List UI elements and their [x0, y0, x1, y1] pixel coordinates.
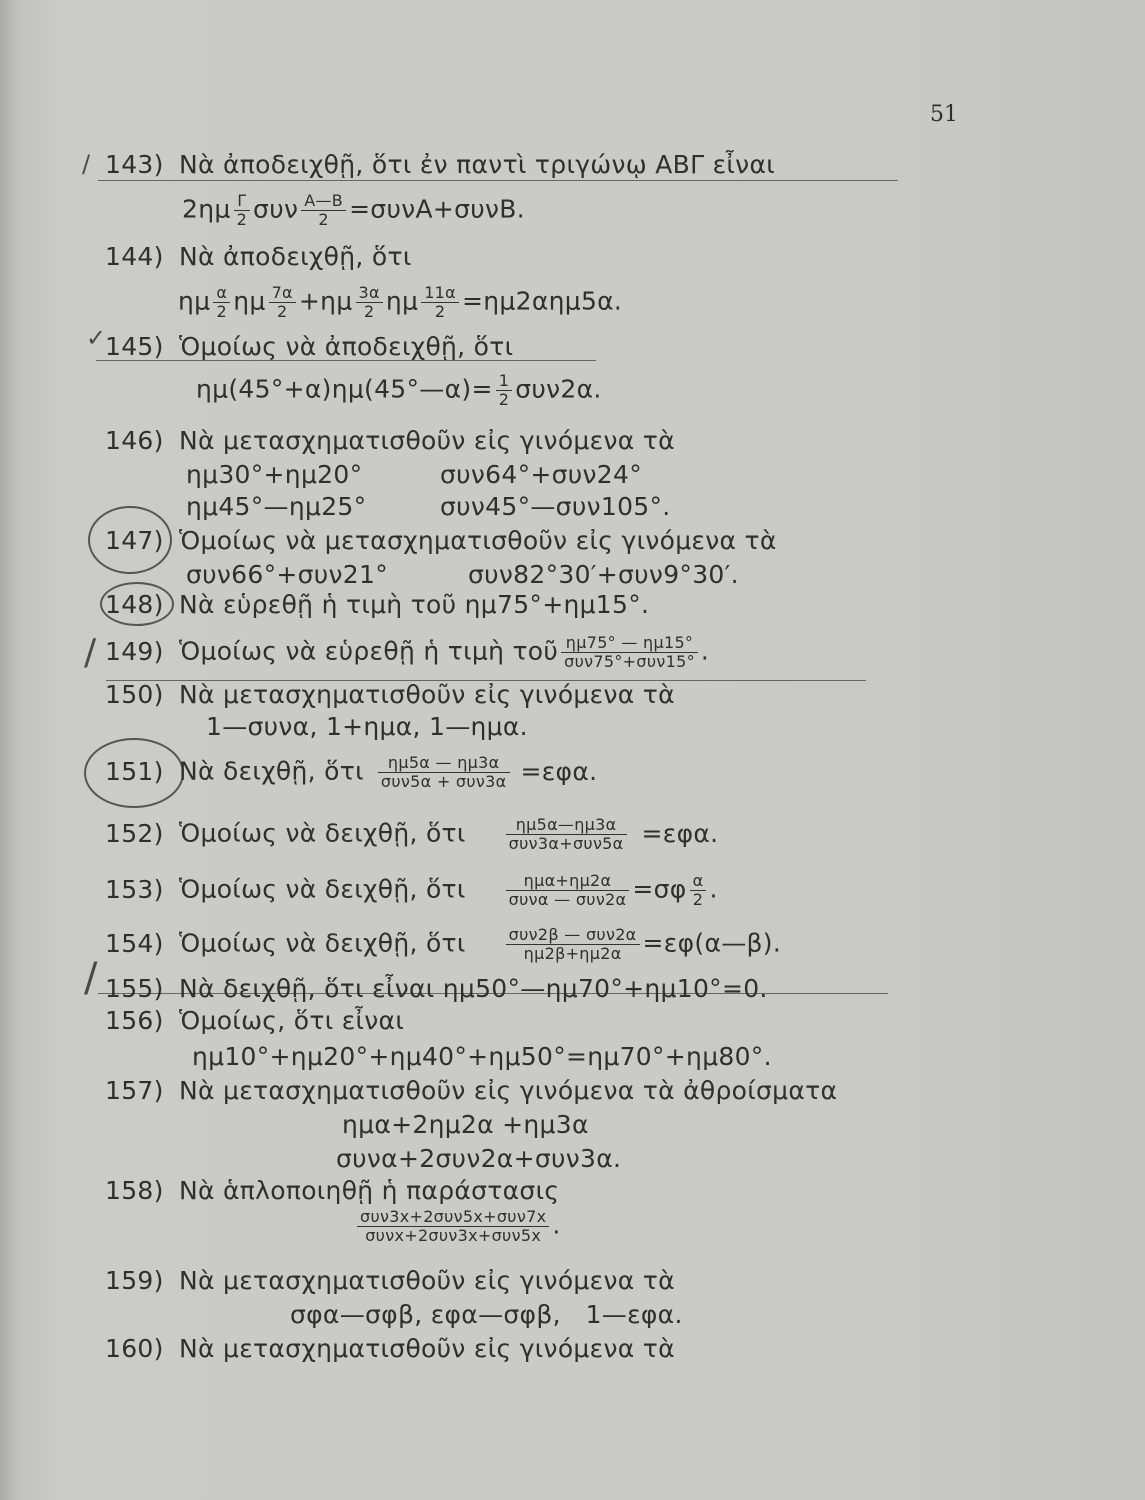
problem-148 [105, 590, 649, 619]
problem-number: 144) [105, 242, 164, 271]
problem-159 [105, 1266, 675, 1295]
formula-part: συν2α. [515, 374, 602, 404]
formula-part: =ημ2αημ5α. [462, 286, 623, 316]
denominator: 2 [277, 302, 288, 321]
problem-number: 159) [105, 1266, 164, 1295]
numerator: 1 [496, 372, 512, 391]
numerator: 7α [269, 284, 296, 303]
problem-149 [105, 634, 709, 671]
denominator: 2 [318, 210, 329, 229]
denominator: 2 [498, 390, 510, 409]
fraction [506, 816, 627, 853]
numerator: Γ [234, 192, 250, 211]
problem-text: Ὁμοίως νὰ εὑρεθῇ ἡ τιμὴ τοῦ [179, 636, 559, 666]
formula-159: σφα—σφβ, εφα—σφβ, 1—εφα. [290, 1300, 683, 1329]
problem-text: Ὁμοίως, ὅτι εἶναι [179, 1006, 405, 1035]
problem-160 [105, 1334, 675, 1363]
fraction [213, 284, 230, 321]
formula-part: ημ [178, 286, 211, 316]
denominator: συν5α + συν3α [380, 772, 507, 791]
numerator: 3α [356, 284, 383, 303]
problem-144 [105, 242, 412, 271]
problem-151 [105, 754, 597, 791]
problem-text: Νὰ μετασχηματισθοῦν εἰς γινόμενα τὰ [179, 680, 675, 709]
numerator: συν3x+2συν5x+συν7x [357, 1208, 549, 1227]
formula-part: ημ [385, 286, 419, 316]
problem-152 [105, 816, 718, 853]
problem-text: Νὰ μετασχηματισθοῦν εἰς γινόμενα τὰ [179, 1334, 675, 1363]
problem-text: Νὰ μετασχηματισθοῦν εἰς γινόμενα τὰ ἀθροίσματα [179, 1076, 838, 1105]
problem-number: 147) [105, 526, 164, 555]
problem-number: 153) [105, 874, 164, 904]
formula-part: =εφα. [641, 818, 719, 848]
pencil-underline-143 [98, 180, 898, 181]
problem-number: 160) [105, 1334, 164, 1363]
problem-number: 148) [105, 590, 164, 619]
denominator: 2 [363, 302, 375, 321]
numerator: α [690, 872, 707, 891]
formula-part: =συνΑ+συνΒ. [349, 194, 526, 224]
fraction [301, 192, 346, 229]
denominator: συνx+2συν3x+συν5x [365, 1226, 542, 1245]
problem-number: 145) [105, 332, 164, 361]
fraction [356, 284, 383, 321]
pencil-mark-149: / [84, 632, 97, 673]
denominator: 2 [216, 302, 228, 321]
formula-146-row1-a: ημ30°+ημ20° [186, 460, 363, 489]
formula-part: =εφ(α—β). [642, 928, 782, 958]
fraction [496, 372, 512, 409]
problem-145 [105, 332, 513, 361]
problem-number: 149) [105, 636, 164, 666]
fraction [421, 284, 459, 321]
formula-150: 1—συνα, 1+ημα, 1—ημα. [206, 712, 528, 741]
pencil-mark-143: / [82, 150, 91, 178]
problem-number: 154) [105, 928, 164, 958]
problem-155 [105, 974, 768, 1003]
numerator: ημ75° — ημ15° [561, 634, 698, 653]
formula-part: ημ [233, 286, 266, 316]
problem-number: 156) [105, 1006, 164, 1035]
denominator: συν75°+συν15° [564, 652, 695, 671]
denominator: συν3α+συν5α [508, 834, 624, 853]
denominator: 2 [434, 302, 446, 321]
numerator: Α—Β [301, 192, 346, 211]
problem-text: Νὰ δειχθῇ, ὅτι [179, 756, 364, 786]
fraction [506, 872, 630, 909]
denominator: 2 [692, 890, 704, 909]
problem-143 [105, 150, 775, 179]
fraction [234, 192, 250, 229]
formula-146-row2-a: ημ45°—ημ25° [186, 492, 367, 521]
problem-154 [105, 926, 781, 963]
formula-part: =σφ [632, 874, 687, 904]
formula-part: ημ(45°+α)ημ(45°—α)= [196, 374, 493, 404]
numerator: ημ5α — ημ3α [378, 754, 510, 773]
problem-158 [105, 1176, 559, 1205]
formula-144 [178, 284, 622, 321]
formula-157-row2: συνα+2συν2α+συν3α. [336, 1144, 622, 1173]
problem-number: 150) [105, 680, 164, 709]
problem-text: Ὁμοίως νὰ δειχθῇ, ὅτι [179, 874, 466, 904]
problem-text: Νὰ ἁπλοποιηθῇ ἡ παράστασις [179, 1176, 560, 1205]
numerator: ημα+ημ2α [506, 872, 630, 891]
fraction [561, 634, 698, 671]
denominator: 2 [236, 210, 248, 229]
formula-part: =εφα. [520, 756, 598, 786]
problem-number: 158) [105, 1176, 164, 1205]
formula-part: . [709, 874, 718, 904]
problem-text: Νὰ εὑρεθῇ ἡ τιμὴ τοῦ ημ75°+ημ15°. [179, 590, 650, 619]
problem-157 [105, 1076, 837, 1105]
formula-158 [354, 1208, 561, 1245]
page-number: 51 [930, 102, 958, 127]
problem-number: 143) [105, 150, 164, 179]
formula-part: . [700, 636, 710, 666]
numerator: α [213, 284, 230, 303]
formula-143 [182, 192, 525, 229]
fraction [690, 872, 707, 909]
problem-146 [105, 426, 675, 455]
numerator: συν2β — συν2α [506, 926, 640, 945]
problem-text: Ὁμοίως νὰ δειχθῇ, ὅτι [179, 818, 466, 848]
problem-153 [105, 872, 718, 909]
problem-number: 146) [105, 426, 164, 455]
problem-156 [105, 1006, 404, 1035]
fraction [357, 1208, 549, 1245]
formula-part: . [552, 1210, 561, 1240]
denominator: συνα — συν2α [508, 890, 627, 909]
problem-text: Ὁμοίως νὰ μετασχηματισθοῦν εἰς γινόμενα τὰ [179, 526, 777, 555]
formula-part: συν [253, 194, 299, 224]
formula-145 [196, 372, 602, 409]
problem-text: Ὁμοίως νὰ δειχθῇ, ὅτι [179, 928, 466, 958]
formula-146-row1-b: συν64°+συν24° [440, 460, 643, 489]
fraction [378, 754, 510, 791]
problem-150 [105, 680, 675, 709]
pencil-mark-155: / [84, 955, 98, 1001]
problem-number: 157) [105, 1076, 164, 1105]
formula-part: 2ημ [182, 194, 231, 224]
numerator: ημ5α—ημ3α [506, 816, 627, 835]
fraction [269, 284, 296, 321]
formula-part: +ημ [298, 286, 353, 316]
formula-146-row2-b: συν45°—συν105°. [440, 492, 671, 521]
formula-147-a: συν66°+συν21° [186, 560, 389, 589]
problem-number: 151) [105, 756, 164, 786]
numerator: 11α [421, 284, 459, 303]
fraction [506, 926, 640, 963]
problem-text: Νὰ ἀποδειχθῇ, ὅτι [179, 242, 412, 271]
problem-text: Νὰ μετασχηματισθοῦν εἰς γινόμενα τὰ [179, 1266, 675, 1295]
problem-text: Νὰ ἀποδειχθῇ, ὅτι ἐν παντὶ τριγώνῳ ΑΒΓ εἶναι [179, 150, 775, 179]
pencil-check-145: ✓ [86, 324, 107, 352]
problem-text: Ὁμοίως νὰ ἀποδειχθῇ, ὅτι [179, 332, 514, 361]
problem-147 [105, 526, 777, 555]
formula-147-b: συν82°30′+συν9°30′. [468, 560, 739, 589]
problem-text: Νὰ μετασχηματισθοῦν εἰς γινόμενα τὰ [179, 426, 675, 455]
formula-157-row1: ημα+2ημ2α +ημ3α [342, 1110, 589, 1139]
denominator: ημ2β+ημ2α [523, 944, 622, 963]
problem-number: 155) [105, 974, 164, 1003]
problem-number: 152) [105, 818, 164, 848]
formula-156: ημ10°+ημ20°+ημ40°+ημ50°=ημ70°+ημ80°. [192, 1042, 772, 1071]
problem-text: Νὰ δειχθῇ, ὅτι εἶναι ημ50°—ημ70°+ημ10°=0. [179, 974, 768, 1003]
